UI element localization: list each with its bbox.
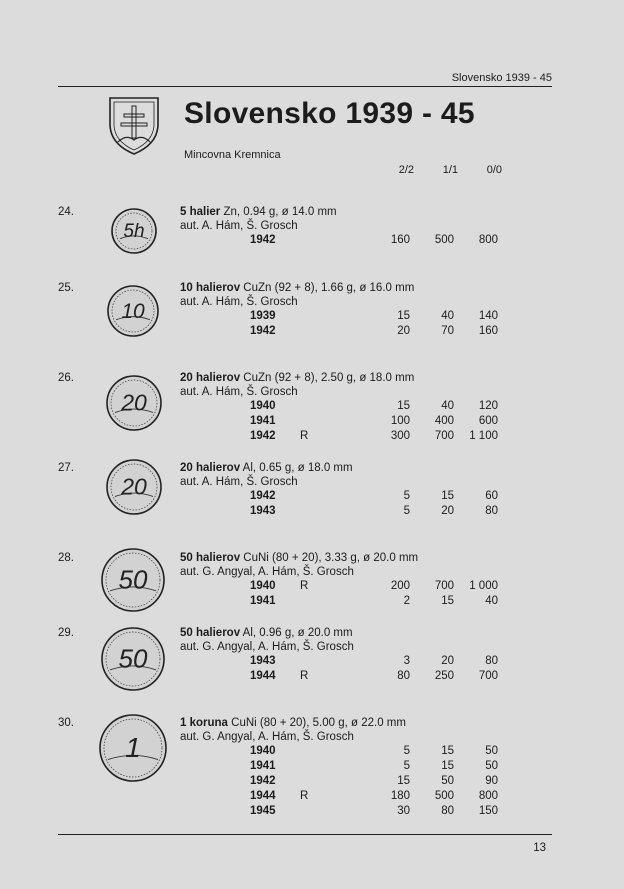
price-2-2: 100 — [390, 415, 410, 427]
price-2-2: 15 — [397, 775, 410, 787]
price-0-0: 50 — [485, 745, 498, 757]
price-2-2: 5 — [403, 490, 410, 502]
price-row — [0, 790, 624, 805]
price-row — [0, 415, 624, 430]
price-row — [0, 745, 624, 760]
coin-value-text: 10 — [121, 300, 145, 323]
coin-authors: aut. G. Angyal, A. Hám, Š. Grosch — [180, 566, 354, 578]
price-1-1: 15 — [441, 595, 454, 607]
mint-year: 1942 — [250, 430, 276, 442]
coin-value-text: 20 — [121, 389, 147, 416]
price-0-0: 80 — [485, 505, 498, 517]
mint-year: 1942 — [250, 325, 276, 337]
mint-name: Mincovna Kremnica — [184, 149, 281, 161]
bottom-rule — [58, 834, 552, 835]
price-row — [0, 430, 624, 445]
coin-description — [180, 372, 414, 384]
coin-description — [180, 206, 337, 218]
coin-denomination: 50 halierov — [180, 552, 241, 564]
price-row — [0, 760, 624, 775]
grade-column-1-1: 1/1 — [442, 164, 458, 176]
price-2-2: 5 — [403, 505, 410, 517]
price-2-2: 15 — [397, 310, 410, 322]
price-2-2: 300 — [390, 430, 410, 442]
price-0-0: 800 — [478, 234, 498, 246]
entry-number: 28. — [58, 552, 74, 564]
price-1-1: 80 — [441, 805, 454, 817]
coin-authors: aut. A. Hám, Š. Grosch — [180, 476, 298, 488]
price-0-0: 120 — [478, 400, 498, 412]
price-2-2: 3 — [403, 655, 410, 667]
mint-year: 1940 — [250, 580, 276, 592]
price-2-2: 30 — [397, 805, 410, 817]
coin-description — [180, 552, 418, 564]
price-1-1: 15 — [441, 760, 454, 772]
price-1-1: 500 — [434, 234, 454, 246]
price-0-0: 700 — [478, 670, 498, 682]
mint-year: 1941 — [250, 760, 276, 772]
price-row — [0, 234, 624, 249]
rarity-mark: R — [300, 670, 309, 682]
price-1-1: 250 — [434, 670, 454, 682]
coin-description — [180, 462, 353, 474]
coin-description — [180, 282, 414, 294]
price-1-1: 20 — [441, 655, 454, 667]
coin-authors: aut. A. Hám, Š. Grosch — [180, 220, 298, 232]
price-0-0: 160 — [478, 325, 498, 337]
price-1-1: 400 — [434, 415, 454, 427]
mint-year: 1939 — [250, 310, 276, 322]
coin-spec: CuZn (92 + 8), 1.66 g, ø 16.0 mm — [243, 282, 415, 294]
price-0-0: 50 — [485, 760, 498, 772]
price-row — [0, 505, 624, 520]
price-row — [0, 595, 624, 610]
page-title: Slovensko 1939 - 45 — [184, 97, 475, 130]
price-row — [0, 310, 624, 325]
coin-spec: CuZn (92 + 8), 2.50 g, ø 18.0 mm — [243, 372, 415, 384]
price-1-1: 15 — [441, 745, 454, 757]
price-row — [0, 775, 624, 790]
entry-number: 29. — [58, 627, 74, 639]
coin-denomination: 10 halierov — [180, 282, 241, 294]
coin-value-text: 50 — [118, 564, 148, 595]
coin-spec: Al, 0.96 g, ø 20.0 mm — [242, 627, 353, 639]
coin-spec: CuNi (80 + 20), 5.00 g, ø 22.0 mm — [231, 717, 406, 729]
mint-year: 1944 — [250, 670, 276, 682]
grade-column-0-0: 0/0 — [486, 164, 502, 176]
slovak-crest-icon — [106, 94, 162, 156]
entry-number: 30. — [58, 717, 74, 729]
price-0-0: 600 — [478, 415, 498, 427]
price-0-0: 90 — [485, 775, 498, 787]
coin-denomination: 50 halierov — [180, 627, 241, 639]
price-0-0: 80 — [485, 655, 498, 667]
price-1-1: 15 — [441, 490, 454, 502]
coin-description — [180, 717, 406, 729]
price-2-2: 80 — [397, 670, 410, 682]
coin-spec: CuNi (80 + 20), 3.33 g, ø 20.0 mm — [243, 552, 419, 564]
price-row — [0, 805, 624, 820]
price-2-2: 5 — [403, 760, 410, 772]
coin-description — [180, 627, 353, 639]
price-1-1: 40 — [441, 310, 454, 322]
price-2-2: 160 — [390, 234, 410, 246]
mint-year: 1942 — [250, 234, 276, 246]
price-0-0: 140 — [478, 310, 498, 322]
price-0-0: 40 — [485, 595, 498, 607]
rarity-mark: R — [300, 580, 309, 592]
mint-year: 1945 — [250, 805, 276, 817]
price-row — [0, 655, 624, 670]
coin-denomination: 1 koruna — [180, 717, 228, 729]
price-row — [0, 580, 624, 595]
coin-authors: aut. A. Hám, Š. Grosch — [180, 296, 298, 308]
price-0-0: 800 — [478, 790, 498, 802]
coin-authors: aut. A. Hám, Š. Grosch — [180, 386, 298, 398]
coin-spec: Al, 0.65 g, ø 18.0 mm — [242, 462, 353, 474]
grade-column-2-2: 2/2 — [398, 164, 414, 176]
mint-year: 1943 — [250, 505, 276, 517]
coin-denomination: 20 halierov — [180, 462, 241, 474]
price-2-2: 15 — [397, 400, 410, 412]
price-2-2: 5 — [403, 745, 410, 757]
price-1-1: 20 — [441, 505, 454, 517]
price-2-2: 180 — [390, 790, 410, 802]
price-0-0: 1 100 — [469, 430, 498, 442]
coin-authors: aut. G. Angyal, A. Hám, Š. Grosch — [180, 641, 354, 653]
coin-value-text: 20 — [121, 473, 147, 500]
coin-denomination: 5 halier — [180, 206, 221, 218]
price-2-2: 20 — [397, 325, 410, 337]
entry-number: 26. — [58, 372, 74, 384]
price-0-0: 150 — [478, 805, 498, 817]
top-rule — [58, 86, 552, 87]
coin-authors: aut. G. Angyal, A. Hám, Š. Grosch — [180, 731, 354, 743]
price-row — [0, 490, 624, 505]
coin-value-text: 5h — [123, 221, 145, 243]
mint-year: 1940 — [250, 400, 276, 412]
mint-year: 1942 — [250, 775, 276, 787]
mint-year: 1941 — [250, 415, 276, 427]
rarity-mark: R — [300, 790, 309, 802]
mint-year: 1942 — [250, 490, 276, 502]
running-head: Slovensko 1939 - 45 — [451, 72, 552, 84]
price-row — [0, 325, 624, 340]
mint-year: 1944 — [250, 790, 276, 802]
price-1-1: 500 — [434, 790, 454, 802]
rarity-mark: R — [300, 430, 309, 442]
price-2-2: 2 — [403, 595, 410, 607]
coin-value-text: 50 — [118, 643, 148, 674]
page-number: 13 — [533, 842, 546, 854]
price-2-2: 200 — [390, 580, 410, 592]
price-1-1: 700 — [434, 430, 454, 442]
entry-number: 27. — [58, 462, 74, 474]
coin-denomination: 20 halierov — [180, 372, 241, 384]
mint-year: 1943 — [250, 655, 276, 667]
price-0-0: 1 000 — [469, 580, 498, 592]
price-0-0: 60 — [485, 490, 498, 502]
price-row — [0, 400, 624, 415]
price-row — [0, 670, 624, 685]
price-1-1: 40 — [441, 400, 454, 412]
price-1-1: 70 — [441, 325, 454, 337]
entry-number: 25. — [58, 282, 74, 294]
price-1-1: 50 — [441, 775, 454, 787]
price-1-1: 700 — [434, 580, 454, 592]
mint-year: 1941 — [250, 595, 276, 607]
mint-year: 1940 — [250, 745, 276, 757]
coin-value-text: 1 — [125, 732, 141, 764]
coin-spec: Zn, 0.94 g, ø 14.0 mm — [223, 206, 337, 218]
entry-number: 24. — [58, 206, 74, 218]
